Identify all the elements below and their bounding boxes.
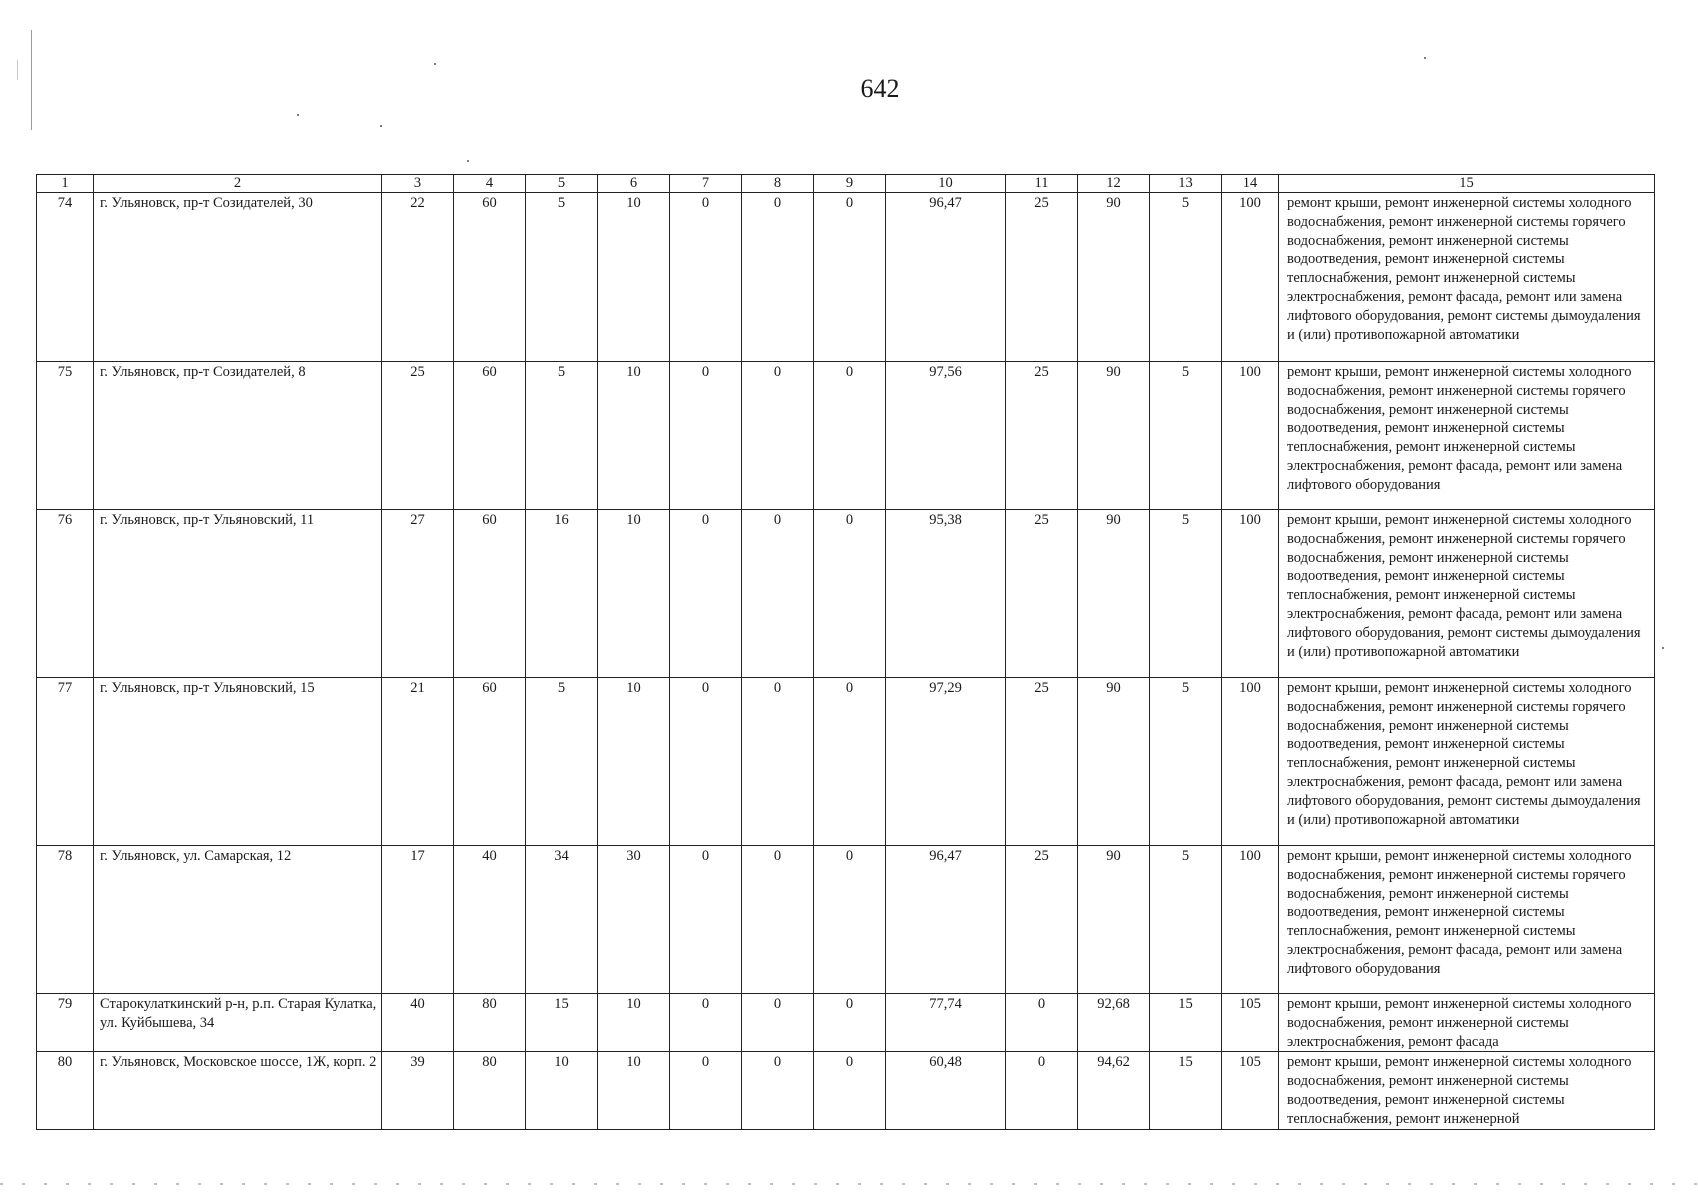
address-cell: г. Ульяновск, пр-т Созидателей, 8 (94, 362, 382, 510)
table-row (37, 362, 1655, 510)
value-cell-col-12: 90 (1078, 846, 1150, 994)
row-number-cell: 75 (37, 362, 94, 510)
table-row (37, 510, 1655, 678)
value-cell-col-12: 90 (1078, 678, 1150, 846)
value-cell-col-3: 39 (382, 1052, 454, 1129)
value-cell-col-10: 96,47 (886, 846, 1006, 994)
value-cell-col-10: 77,74 (886, 994, 1006, 1052)
value-cell-col-3: 17 (382, 846, 454, 994)
column-header-10: 10 (886, 175, 1006, 193)
value-cell-col-4: 60 (454, 510, 526, 678)
column-header-9: 9 (814, 175, 886, 193)
value-cell-col-7: 0 (670, 994, 742, 1052)
value-cell-col-14: 105 (1222, 994, 1279, 1052)
value-cell-col-4: 60 (454, 362, 526, 510)
address-cell: г. Ульяновск, Московское шоссе, 1Ж, корп. 2 (94, 1052, 382, 1129)
address-cell: г. Ульяновск, пр-т Ульяновский, 15 (94, 678, 382, 846)
value-cell-col-11: 25 (1006, 362, 1078, 510)
value-cell-col-5: 34 (526, 846, 598, 994)
column-header-8: 8 (742, 175, 814, 193)
value-cell-col-14: 100 (1222, 362, 1279, 510)
column-header-5: 5 (526, 175, 598, 193)
value-cell-col-11: 0 (1006, 1052, 1078, 1129)
value-cell-col-6: 30 (598, 846, 670, 994)
value-cell-col-9: 0 (814, 362, 886, 510)
value-cell-col-8: 0 (742, 678, 814, 846)
value-cell-col-13: 5 (1150, 678, 1222, 846)
scan-speck (1662, 647, 1664, 649)
value-cell-col-8: 0 (742, 994, 814, 1052)
value-cell-col-11: 0 (1006, 994, 1078, 1052)
value-cell-col-5: 5 (526, 362, 598, 510)
value-cell-col-10: 97,29 (886, 678, 1006, 846)
value-cell-col-14: 100 (1222, 678, 1279, 846)
value-cell-col-4: 80 (454, 994, 526, 1052)
value-cell-col-7: 0 (670, 362, 742, 510)
table-body (37, 193, 1655, 1130)
column-header-6: 6 (598, 175, 670, 193)
page-number: 642 (860, 74, 900, 103)
column-number-row (37, 175, 1655, 193)
row-number-cell: 74 (37, 193, 94, 362)
value-cell-col-5: 16 (526, 510, 598, 678)
value-cell-col-4: 60 (454, 193, 526, 362)
value-cell-col-10: 95,38 (886, 510, 1006, 678)
value-cell-col-13: 15 (1150, 1052, 1222, 1129)
works-list-cell: ремонт крыши, ремонт инженерной системы холодного водоснабжения, ремонт инженерной системы горячего водоснабжения, ремонт инженерной системы водоотведения, ремонт инженерной системы теплоснабжения, ремонт инженерной системы электроснабжения, ремонт фасада, ремонт или замена лифтового оборудования, ремонт системы дымоудаления и (или) противопожарной автоматики (1279, 193, 1655, 362)
value-cell-col-9: 0 (814, 193, 886, 362)
value-cell-col-11: 25 (1006, 846, 1078, 994)
value-cell-col-8: 0 (742, 362, 814, 510)
row-number-cell: 76 (37, 510, 94, 678)
value-cell-col-5: 15 (526, 994, 598, 1052)
scan-speck (434, 63, 436, 65)
column-header-11: 11 (1006, 175, 1078, 193)
table-row (37, 994, 1655, 1052)
scan-bottom-noise (0, 1183, 1698, 1185)
value-cell-col-6: 10 (598, 362, 670, 510)
value-cell-col-11: 25 (1006, 193, 1078, 362)
value-cell-col-13: 5 (1150, 510, 1222, 678)
value-cell-col-13: 5 (1150, 846, 1222, 994)
row-number-cell: 79 (37, 994, 94, 1052)
value-cell-col-3: 21 (382, 678, 454, 846)
value-cell-col-6: 10 (598, 510, 670, 678)
value-cell-col-4: 80 (454, 1052, 526, 1129)
value-cell-col-14: 105 (1222, 1052, 1279, 1129)
works-list-cell: ремонт крыши, ремонт инженерной системы холодного водоснабжения, ремонт инженерной системы водоотведения, ремонт инженерной системы теплоснабжения, ремонт инженерной (1279, 1052, 1655, 1129)
address-cell: г. Ульяновск, ул. Самарская, 12 (94, 846, 382, 994)
value-cell-col-7: 0 (670, 1052, 742, 1129)
column-header-12: 12 (1078, 175, 1150, 193)
address-cell: г. Ульяновск, пр-т Ульяновский, 11 (94, 510, 382, 678)
address-cell: Старокулаткинский р-н, р.п. Старая Кулатка, ул. Куйбышева, 34 (94, 994, 382, 1052)
value-cell-col-7: 0 (670, 678, 742, 846)
value-cell-col-11: 25 (1006, 678, 1078, 846)
value-cell-col-7: 0 (670, 846, 742, 994)
row-number-cell: 80 (37, 1052, 94, 1129)
value-cell-col-12: 90 (1078, 193, 1150, 362)
value-cell-col-12: 90 (1078, 362, 1150, 510)
value-cell-col-9: 0 (814, 846, 886, 994)
value-cell-col-9: 0 (814, 994, 886, 1052)
column-header-7: 7 (670, 175, 742, 193)
value-cell-col-7: 0 (670, 510, 742, 678)
column-header-2: 2 (94, 175, 382, 193)
value-cell-col-14: 100 (1222, 846, 1279, 994)
scan-speck (1424, 57, 1426, 59)
value-cell-col-11: 25 (1006, 510, 1078, 678)
value-cell-col-12: 94,62 (1078, 1052, 1150, 1129)
value-cell-col-9: 0 (814, 678, 886, 846)
scan-speck (380, 125, 382, 127)
value-cell-col-5: 5 (526, 193, 598, 362)
column-header-15: 15 (1279, 175, 1655, 193)
works-list-cell: ремонт крыши, ремонт инженерной системы холодного водоснабжения, ремонт инженерной системы горячего водоснабжения, ремонт инженерной системы водоотведения, ремонт инженерной системы теплоснабжения, ремонт инженерной системы электроснабжения, ремонт фасада, ремонт или замена лифтового оборудования (1279, 362, 1655, 510)
value-cell-col-13: 5 (1150, 362, 1222, 510)
value-cell-col-13: 15 (1150, 994, 1222, 1052)
value-cell-col-5: 10 (526, 1052, 598, 1129)
value-cell-col-5: 5 (526, 678, 598, 846)
value-cell-col-6: 10 (598, 994, 670, 1052)
value-cell-col-3: 22 (382, 193, 454, 362)
value-cell-col-7: 0 (670, 193, 742, 362)
scan-speck (297, 114, 299, 116)
works-list-cell: ремонт крыши, ремонт инженерной системы холодного водоснабжения, ремонт инженерной системы электроснабжения, ремонт фасада (1279, 994, 1655, 1052)
value-cell-col-10: 96,47 (886, 193, 1006, 362)
column-header-3: 3 (382, 175, 454, 193)
value-cell-col-3: 25 (382, 362, 454, 510)
value-cell-col-8: 0 (742, 846, 814, 994)
works-list-cell: ремонт крыши, ремонт инженерной системы холодного водоснабжения, ремонт инженерной системы горячего водоснабжения, ремонт инженерной системы водоотведения, ремонт инженерной системы теплоснабжения, ремонт инженерной системы электроснабжения, ремонт фасада, ремонт или замена лифтового оборудования, ремонт системы дымоудаления и (или) противопожарной автоматики (1279, 510, 1655, 678)
value-cell-col-10: 97,56 (886, 362, 1006, 510)
repair-program-table (36, 174, 1655, 1130)
value-cell-col-14: 100 (1222, 193, 1279, 362)
value-cell-col-3: 27 (382, 510, 454, 678)
value-cell-col-8: 0 (742, 1052, 814, 1129)
value-cell-col-6: 10 (598, 678, 670, 846)
works-list-cell: ремонт крыши, ремонт инженерной системы холодного водоснабжения, ремонт инженерной системы горячего водоснабжения, ремонт инженерной системы водоотведения, ремонт инженерной системы теплоснабжения, ремонт инженерной системы электроснабжения, ремонт фасада, ремонт или замена лифтового оборудования, ремонт системы дымоудаления и (или) противопожарной автоматики (1279, 678, 1655, 846)
value-cell-col-13: 5 (1150, 193, 1222, 362)
column-header-4: 4 (454, 175, 526, 193)
value-cell-col-12: 90 (1078, 510, 1150, 678)
value-cell-col-6: 10 (598, 1052, 670, 1129)
table-row (37, 678, 1655, 846)
table-row (37, 846, 1655, 994)
scan-speck (467, 160, 469, 162)
works-list-cell: ремонт крыши, ремонт инженерной системы холодного водоснабжения, ремонт инженерной системы горячего водоснабжения, ремонт инженерной системы водоотведения, ремонт инженерной системы теплоснабжения, ремонт инженерной системы электроснабжения, ремонт фасада, ремонт или замена лифтового оборудования (1279, 846, 1655, 994)
column-header-1: 1 (37, 175, 94, 193)
value-cell-col-8: 0 (742, 193, 814, 362)
value-cell-col-9: 0 (814, 510, 886, 678)
value-cell-col-10: 60,48 (886, 1052, 1006, 1129)
value-cell-col-3: 40 (382, 994, 454, 1052)
value-cell-col-4: 60 (454, 678, 526, 846)
value-cell-col-9: 0 (814, 1052, 886, 1129)
value-cell-col-12: 92,68 (1078, 994, 1150, 1052)
value-cell-col-4: 40 (454, 846, 526, 994)
column-header-14: 14 (1222, 175, 1279, 193)
value-cell-col-14: 100 (1222, 510, 1279, 678)
value-cell-col-8: 0 (742, 510, 814, 678)
table-row (37, 1052, 1655, 1129)
address-cell: г. Ульяновск, пр-т Созидателей, 30 (94, 193, 382, 362)
column-header-13: 13 (1150, 175, 1222, 193)
row-number-cell: 77 (37, 678, 94, 846)
row-number-cell: 78 (37, 846, 94, 994)
value-cell-col-6: 10 (598, 193, 670, 362)
table-row (37, 193, 1655, 362)
